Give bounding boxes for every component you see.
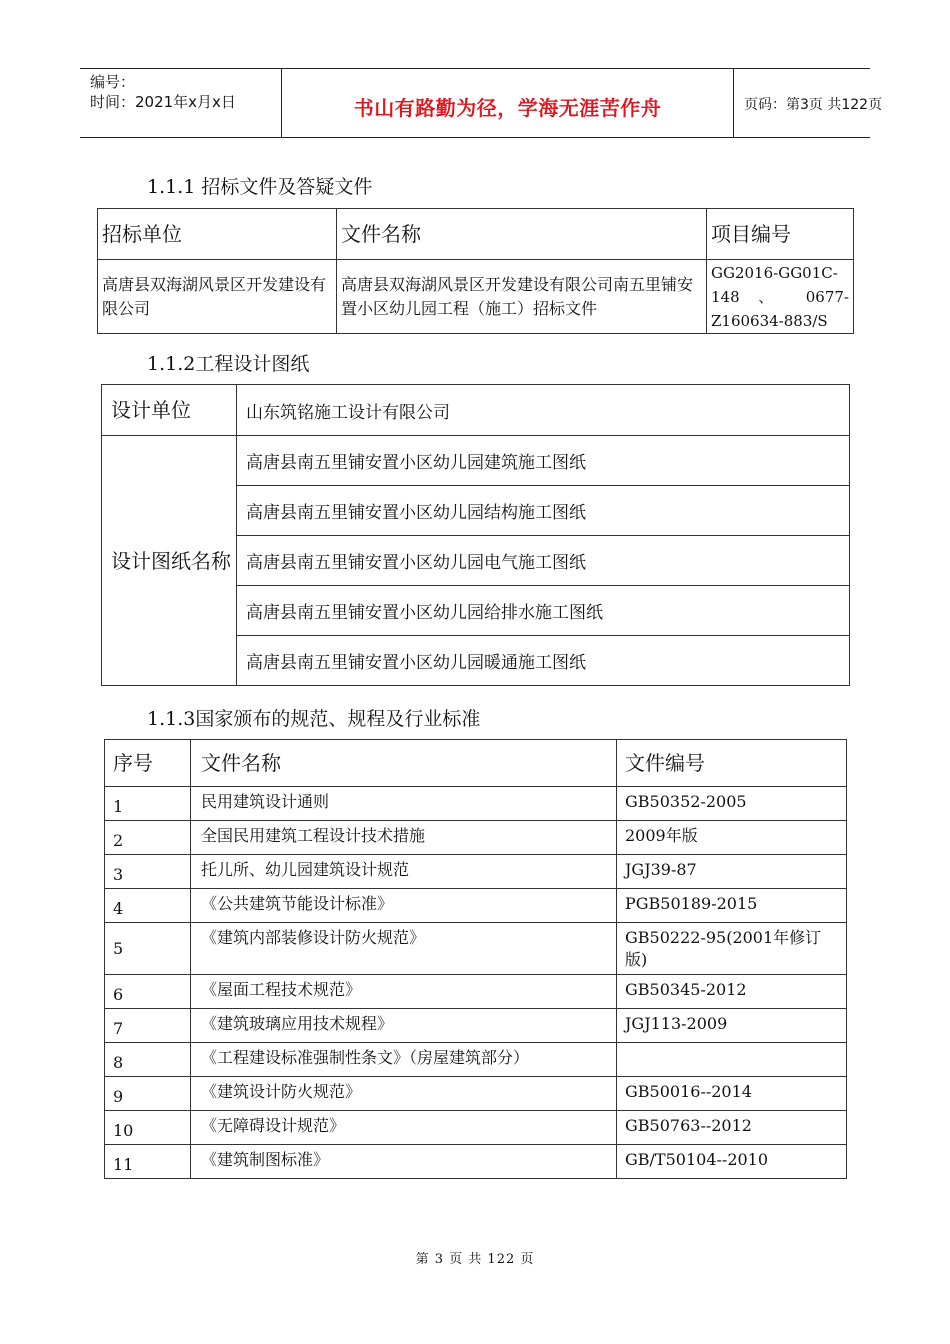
row-number: 9	[105, 1077, 191, 1111]
header-cell: 序号	[105, 740, 191, 787]
table-row	[105, 787, 847, 821]
table-row	[102, 436, 850, 486]
standard-name: 托儿所、幼儿园建筑设计规范	[191, 855, 617, 889]
drawing-name: 高唐县南五里铺安置小区幼儿园暖通施工图纸	[237, 636, 850, 686]
header-cell: 文件名称	[191, 740, 617, 787]
standard-code: PGB50189-2015	[617, 889, 847, 923]
tender-table	[97, 208, 854, 334]
drawing-name: 高唐县南五里铺安置小区幼儿园电气施工图纸	[237, 536, 850, 586]
standard-name: 《建筑制图标准》	[191, 1145, 617, 1179]
section-title-3: 1.1.3国家颁布的规范、规程及行业标准	[147, 708, 481, 730]
standard-code: GB50345-2012	[617, 975, 847, 1009]
standard-code: JGJ113-2009	[617, 1009, 847, 1043]
header-cell: 招标单位	[98, 209, 337, 260]
table-header-row	[98, 209, 854, 260]
table-row	[105, 1009, 847, 1043]
standard-code: GB50352-2005	[617, 787, 847, 821]
standard-name: 《建筑内部装修设计防火规范》	[191, 923, 617, 975]
row-number: 8	[105, 1043, 191, 1077]
header-cell: 文件名称	[337, 209, 707, 260]
standard-code	[617, 1043, 847, 1077]
standards-table	[104, 739, 847, 1179]
table-row	[105, 1043, 847, 1077]
table-row	[105, 975, 847, 1009]
standard-name: 《屋面工程技术规范》	[191, 975, 617, 1009]
standard-code: GB50763--2012	[617, 1111, 847, 1145]
code-label: 编号：	[90, 73, 136, 91]
standard-name: 民用建筑设计通则	[191, 787, 617, 821]
table-row	[105, 1145, 847, 1179]
header-cell: 项目编号	[707, 209, 854, 260]
table-row	[105, 889, 847, 923]
table-row	[105, 923, 847, 975]
motto: 书山有路勤为径，学海无涯苦作舟	[353, 96, 662, 120]
table-row	[105, 855, 847, 889]
section-title-1: 1.1.1 招标文件及答疑文件	[147, 176, 373, 198]
table-row	[102, 385, 850, 436]
table-row	[105, 821, 847, 855]
header-cell: 文件编号	[617, 740, 847, 787]
table-row	[105, 1111, 847, 1145]
page-label: 页码：第3页 共122页	[744, 97, 883, 113]
row-number: 2	[105, 821, 191, 855]
standard-name: 《工程建设标准强制性条文》（房屋建筑部分）	[191, 1043, 617, 1077]
drawings-label: 设计图纸名称	[102, 436, 237, 686]
drawing-name: 高唐县南五里铺安置小区幼儿园给排水施工图纸	[237, 586, 850, 636]
project-code: GG2016-GG01C-148 、 0677-Z160634-883/S	[707, 260, 854, 334]
design-unit-label: 设计单位	[102, 385, 237, 436]
standard-code: GB50016--2014	[617, 1077, 847, 1111]
design-unit: 山东筑铭施工设计有限公司	[237, 385, 850, 436]
tender-file-name: 高唐县双海湖风景区开发建设有限公司南五里铺安置小区幼儿园工程（施工）招标文件	[337, 260, 707, 334]
header-motto-cell	[282, 69, 734, 137]
table-row	[105, 1077, 847, 1111]
standard-name: 《建筑设计防火规范》	[191, 1077, 617, 1111]
design-table	[101, 384, 850, 686]
page-header	[80, 68, 883, 138]
row-number: 5	[105, 923, 191, 975]
standard-name: 《无障碍设计规范》	[191, 1111, 617, 1145]
standard-name: 《建筑玻璃应用技术规程》	[191, 1009, 617, 1043]
table-header-row	[105, 740, 847, 787]
row-number: 4	[105, 889, 191, 923]
standard-code: GB50222-95(2001年修订版)	[617, 923, 847, 975]
row-number: 3	[105, 855, 191, 889]
standard-code: JGJ39-87	[617, 855, 847, 889]
page-footer: 第 3 页 共 122 页	[415, 1252, 535, 1267]
standard-code: 2009年版	[617, 821, 847, 855]
tender-unit: 高唐县双海湖风景区开发建设有限公司	[98, 260, 337, 334]
standard-name: 全国民用建筑工程设计技术措施	[191, 821, 617, 855]
row-number: 11	[105, 1145, 191, 1179]
row-number: 6	[105, 975, 191, 1009]
date-label: 时间：2021年x月x日	[90, 93, 236, 111]
section-title-2: 1.1.2工程设计图纸	[147, 353, 310, 375]
standard-name: 《公共建筑节能设计标准》	[191, 889, 617, 923]
header-meta	[80, 69, 282, 137]
row-number: 7	[105, 1009, 191, 1043]
row-number: 10	[105, 1111, 191, 1145]
standard-code: GB/T50104--2010	[617, 1145, 847, 1179]
drawing-name: 高唐县南五里铺安置小区幼儿园结构施工图纸	[237, 486, 850, 536]
table-row	[98, 260, 854, 334]
drawing-name: 高唐县南五里铺安置小区幼儿园建筑施工图纸	[237, 436, 850, 486]
header-page-cell	[734, 69, 883, 137]
row-number: 1	[105, 787, 191, 821]
